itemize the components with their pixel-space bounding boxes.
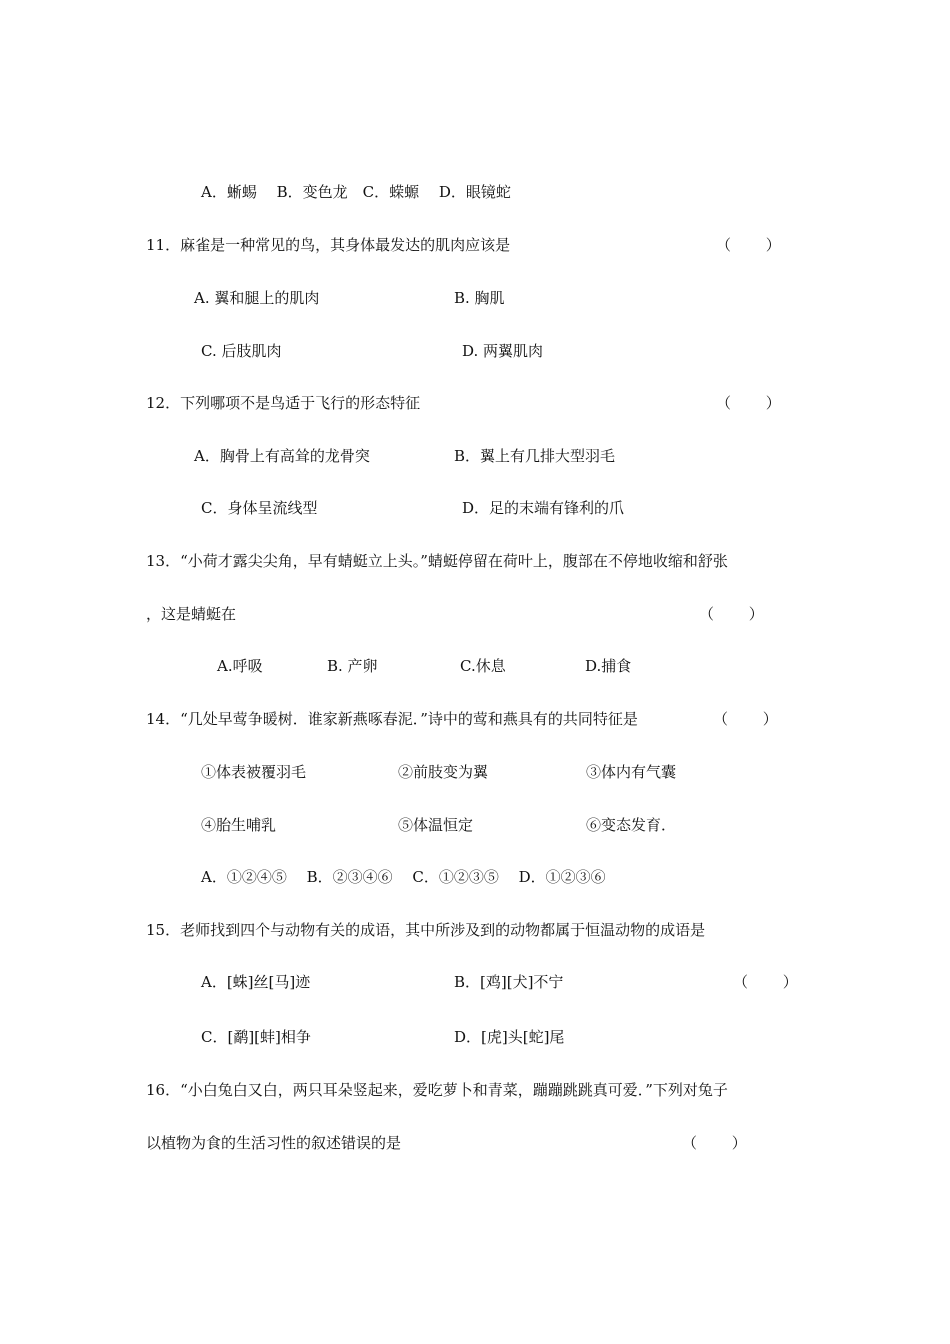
q14-item-5: ⑤体温恒定: [398, 816, 474, 834]
q14-options: A．①②④⑤ B．②③④⑥ C．①②③⑤ D．①②③⑥: [201, 868, 606, 886]
q14-item-1: ①体表被覆羽毛: [201, 763, 307, 781]
q12-answer-bracket: （ ）: [716, 394, 781, 412]
q13-option-b: B. 产卵: [327, 657, 378, 675]
q15-option-d: D．[虎]头[蛇]尾: [454, 1028, 565, 1046]
q16-stem-line2: 以植物为食的生活习性的叙述错误的是: [146, 1134, 402, 1152]
q14-answer-bracket: （ ）: [713, 710, 778, 728]
q12-option-a: A．胸骨上有高耸的龙骨突: [194, 447, 370, 465]
q12-option-b: B．翼上有几排大型羽毛: [454, 447, 616, 465]
q15-answer-bracket: （ ）: [733, 973, 798, 991]
q14-item-6: ⑥变态发育．: [586, 816, 677, 834]
q16-answer-bracket: （ ）: [682, 1134, 747, 1152]
q15-stem: 15．老师找到四个与动物有关的成语，其中所涉及到的动物都属于恒温动物的成语是: [146, 921, 706, 939]
q10-options: A．蜥蜴 B．变色龙 C．蝾螈 D．眼镜蛇: [201, 183, 511, 201]
q15-option-c: C．[鹬][蚌]相争: [201, 1028, 311, 1046]
q12-stem: 12．下列哪项不是鸟适于飞行的形态特征: [146, 394, 421, 412]
q13-option-a: A.呼吸: [217, 657, 263, 675]
q14-stem: 14．“几处早莺争暖树．谁家新燕啄春泥．”诗中的莺和燕具有的共同特征是: [146, 710, 638, 728]
q12-option-c: C．身体呈流线型: [201, 499, 318, 517]
q11-stem: 11．麻雀是一种常见的鸟，其身体最发达的肌肉应该是: [146, 236, 511, 254]
q12-option-d: D．足的末端有锋利的爪: [462, 499, 625, 517]
q14-item-4: ④胎生哺乳: [201, 816, 277, 834]
q16-stem-line1: 16．“小白兔白又白，两只耳朵竖起来，爱吃萝卜和青菜，蹦蹦跳跳真可爱．”下列对兔子: [146, 1081, 728, 1099]
q13-answer-bracket: （ ）: [699, 605, 764, 623]
q13-option-d: D.捕食: [585, 657, 632, 675]
q14-item-3: ③体内有气囊: [586, 763, 677, 781]
q11-option-c: C. 后肢肌肉: [201, 342, 282, 360]
q13-stem-line2: ，这是蜻蜓在: [146, 605, 237, 623]
q13-stem-line1: 13．“小荷才露尖尖角，早有蜻蜓立上头。”蜻蜓停留在荷叶上，腹部在不停地收缩和舒张: [146, 552, 728, 570]
q11-answer-bracket: （ ）: [716, 236, 781, 254]
q11-option-a: A. 翼和腿上的肌肉: [194, 289, 320, 307]
q14-item-2: ②前肢变为翼: [398, 763, 489, 781]
q15-option-b: B．[鸡][犬]不宁: [454, 973, 564, 991]
q13-option-c: C.休息: [460, 657, 506, 675]
q11-option-d: D. 两翼肌肉: [462, 342, 544, 360]
q11-option-b: B. 胸肌: [454, 289, 505, 307]
q15-option-a: A．[蛛]丝[马]迹: [201, 973, 311, 991]
